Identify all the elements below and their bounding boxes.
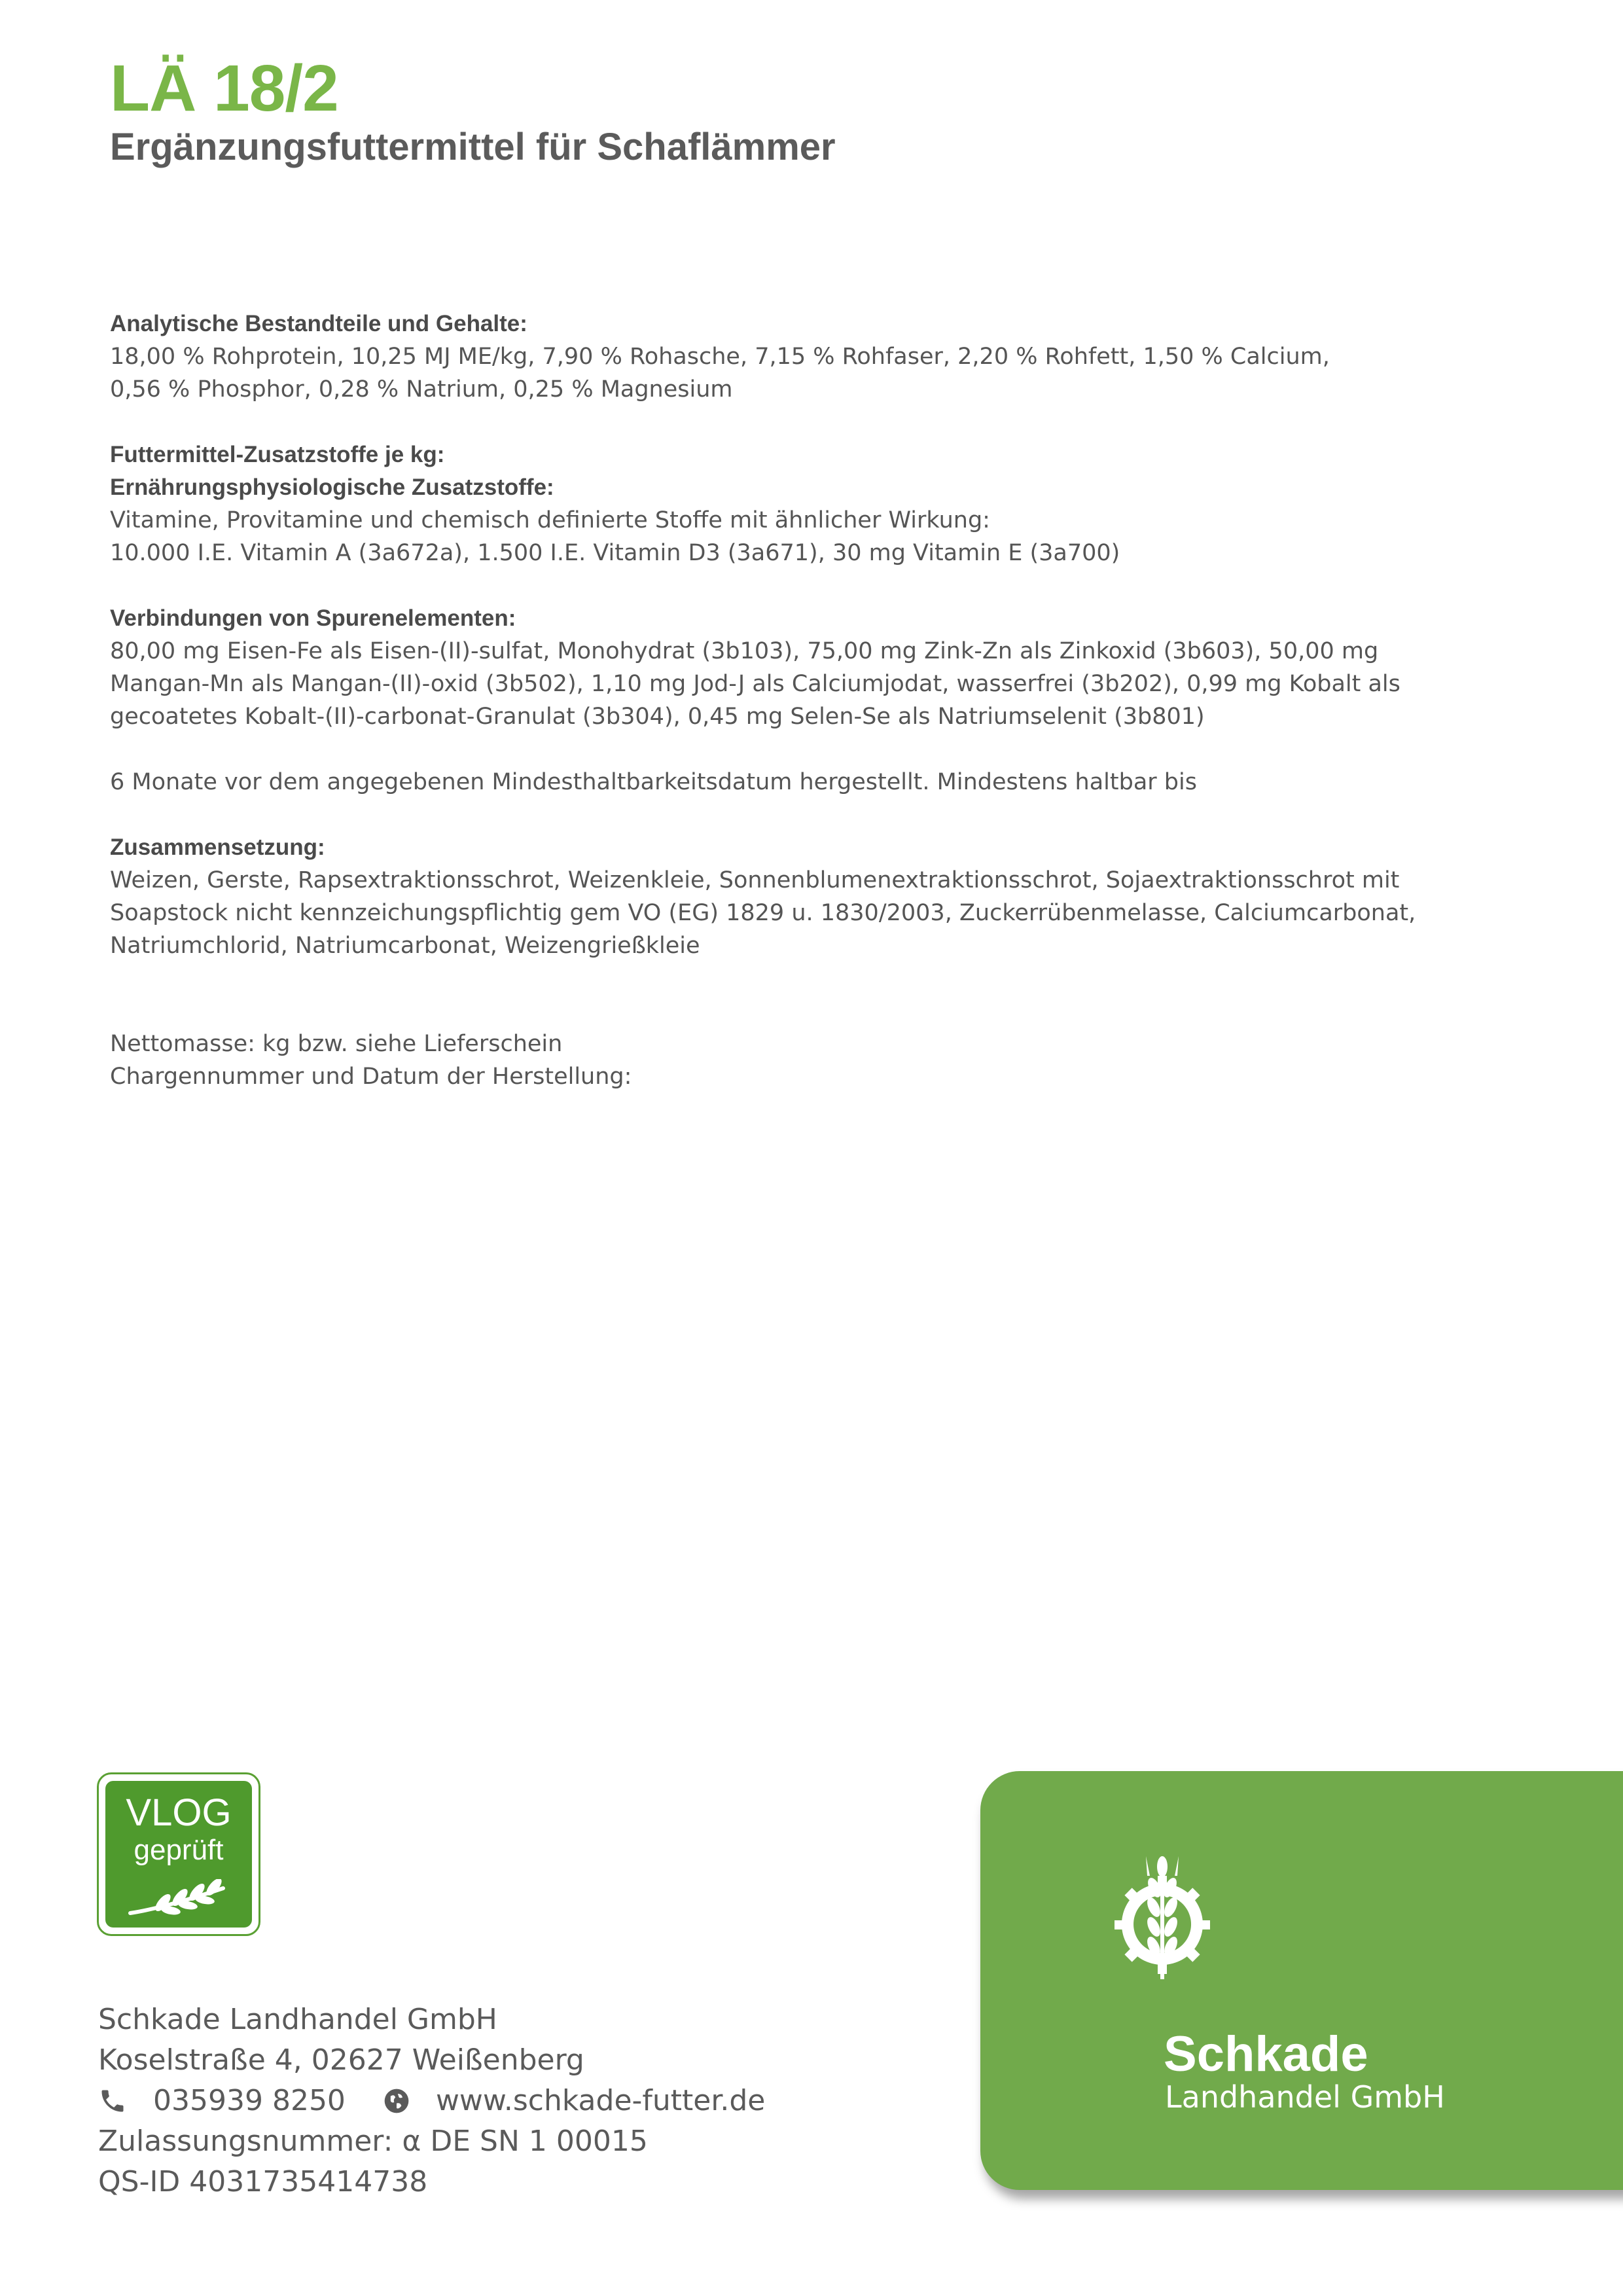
website-link[interactable]: www.schkade-futter.de — [435, 2084, 766, 2117]
brand-panel — [980, 1771, 1623, 2190]
vlog-label: VLOG — [126, 1791, 232, 1834]
nutritional-additives-heading: Ernährungsphysiologische Zusatzstoffe: — [110, 475, 554, 500]
batch-text: Chargennummer und Datum der Herstellung: — [110, 1064, 632, 1090]
phone-icon — [98, 2087, 127, 2115]
net-mass-text: Nettomasse: kg bzw. siehe Lieferschein — [110, 1031, 563, 1057]
contact-row — [98, 2081, 883, 2121]
trace-line-1: 80,00 mg Eisen-Fe als Eisen-(II)-sulfat, Monohydrat (3b103), 75,00 mg Zink-Zn als Zinkoxid (3b603), 50,00 mg — [110, 638, 1379, 664]
address-block — [98, 2000, 883, 2202]
street-address: Koselstraße 4, 02627 Weißenberg — [98, 2043, 584, 2077]
additives-line-1: Vitamine, Provitamine und chemisch definierte Stoffe mit ähnlicher Wirkung: — [110, 507, 990, 533]
composition-heading: Zusammensetzung: — [110, 834, 325, 860]
analytics-line-2: 0,56 % Phosphor, 0,28 % Natrium, 0,25 % Magnesium — [110, 376, 733, 403]
wheat-gear-logo — [1100, 1850, 1224, 1988]
qs-id: QS-ID 4031735414738 — [98, 2165, 428, 2198]
product-title: LÄ 18/2 — [110, 52, 338, 125]
analytics-line-1: 18,00 % Rohprotein, 10,25 MJ ME/kg, 7,90 % Rohasche, 7,15 % Rohfaser, 2,20 % Rohfett, 1,50 % Calcium, — [110, 344, 1330, 370]
phone-number[interactable]: 035939 8250 — [153, 2084, 346, 2117]
vlog-badge — [97, 1772, 260, 1936]
additives-line-2: 10.000 I.E. Vitamin A (3a672a), 1.500 I.E. Vitamin D3 (3a671), 30 mg Vitamin E (3a700) — [110, 540, 1120, 566]
company-name: Schkade Landhandel GmbH — [98, 2003, 497, 2036]
wheat-leaf-icon — [125, 1879, 236, 1918]
brand-subtitle: Landhandel GmbH — [1165, 2079, 1445, 2115]
label-content — [110, 308, 1484, 1093]
product-subtitle: Ergänzungsfuttermittel für Schaflämmer — [110, 126, 836, 168]
brand-name: Schkade — [1164, 2026, 1368, 2082]
trace-elements-heading: Verbindungen von Spurenelementen: — [110, 605, 516, 631]
shelf-life-text: 6 Monate vor dem angegebenen Mindesthaltbarkeitsdatum hergestellt. Mindestens haltbar bis — [110, 769, 1197, 795]
composition-line-1: Weizen, Gerste, Rapsextraktionsschrot, Weizenkleie, Sonnenblumenextraktionsschrot, Sojaextraktionsschrot mit — [110, 867, 1400, 893]
globe-icon — [382, 2087, 411, 2115]
trace-line-2: Mangan-Mn als Mangan-(II)-oxid (3b502), 1,10 mg Jod-J als Calciumjodat, wasserfrei (3b202), 0,99 mg Kobalt als — [110, 671, 1400, 697]
additives-heading: Futtermittel-Zusatzstoffe je kg: — [110, 442, 445, 467]
approval-number: Zulassungsnummer: α DE SN 1 00015 — [98, 2125, 648, 2158]
analytics-heading: Analytische Bestandteile und Gehalte: — [110, 311, 527, 336]
composition-line-3: Natriumchlorid, Natriumcarbonat, Weizengrießkleie — [110, 933, 700, 959]
composition-line-2: Soapstock nicht kennzeichungspflichtig gem VO (EG) 1829 u. 1830/2003, Zuckerrübenmelasse, Calciumcarbonat, — [110, 900, 1416, 926]
trace-line-3: gecoatetes Kobalt-(II)-carbonat-Granulat (3b304), 0,45 mg Selen-Se als Natriumselenit (3b801) — [110, 704, 1205, 730]
vlog-checked-label: geprüft — [134, 1834, 224, 1866]
